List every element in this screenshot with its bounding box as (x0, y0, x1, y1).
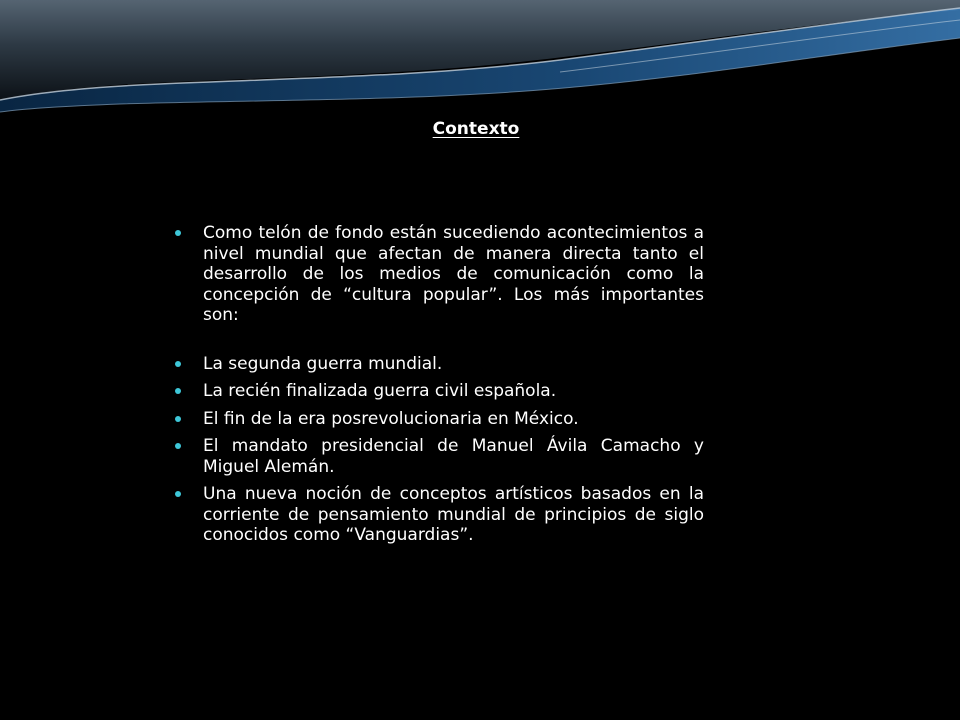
bullet-dot-icon (175, 491, 181, 497)
intro-text: Como telón de fondo están sucediendo acontecimientos a nivel mundial que afectan de manera directa tanto el desarrollo de los medios de comunicación como la concepción de “cultura popular”. Los más importantes son: (203, 223, 704, 325)
bullet-dot-icon (175, 388, 181, 394)
list-item (174, 354, 704, 375)
list-item (174, 223, 704, 326)
slide-title: Contexto (432, 119, 520, 139)
item-text: El mandato presidencial de Manuel Ávila Camacho y Miguel Alemán. (203, 436, 704, 477)
header-wave-decoration (0, 0, 960, 130)
list-item (174, 409, 704, 430)
bullet-dot-icon (175, 361, 181, 367)
bullet-dot-icon (175, 443, 181, 449)
bullet-dot-icon (175, 416, 181, 422)
bullet-list (174, 223, 704, 553)
item-text: Una nueva noción de conceptos artísticos basados en la corriente de pensamiento mundial de principios de siglo conocidos como “Vanguardias”. (203, 484, 704, 545)
item-text: El fin de la era posrevolucionaria en México. (203, 408, 579, 429)
item-text: La segunda guerra mundial. (203, 353, 443, 374)
list-item (174, 381, 704, 402)
list-item (174, 436, 704, 477)
list-item (174, 484, 704, 546)
item-text: La recién finalizada guerra civil española. (203, 381, 557, 401)
bullet-dot-icon (175, 230, 181, 236)
